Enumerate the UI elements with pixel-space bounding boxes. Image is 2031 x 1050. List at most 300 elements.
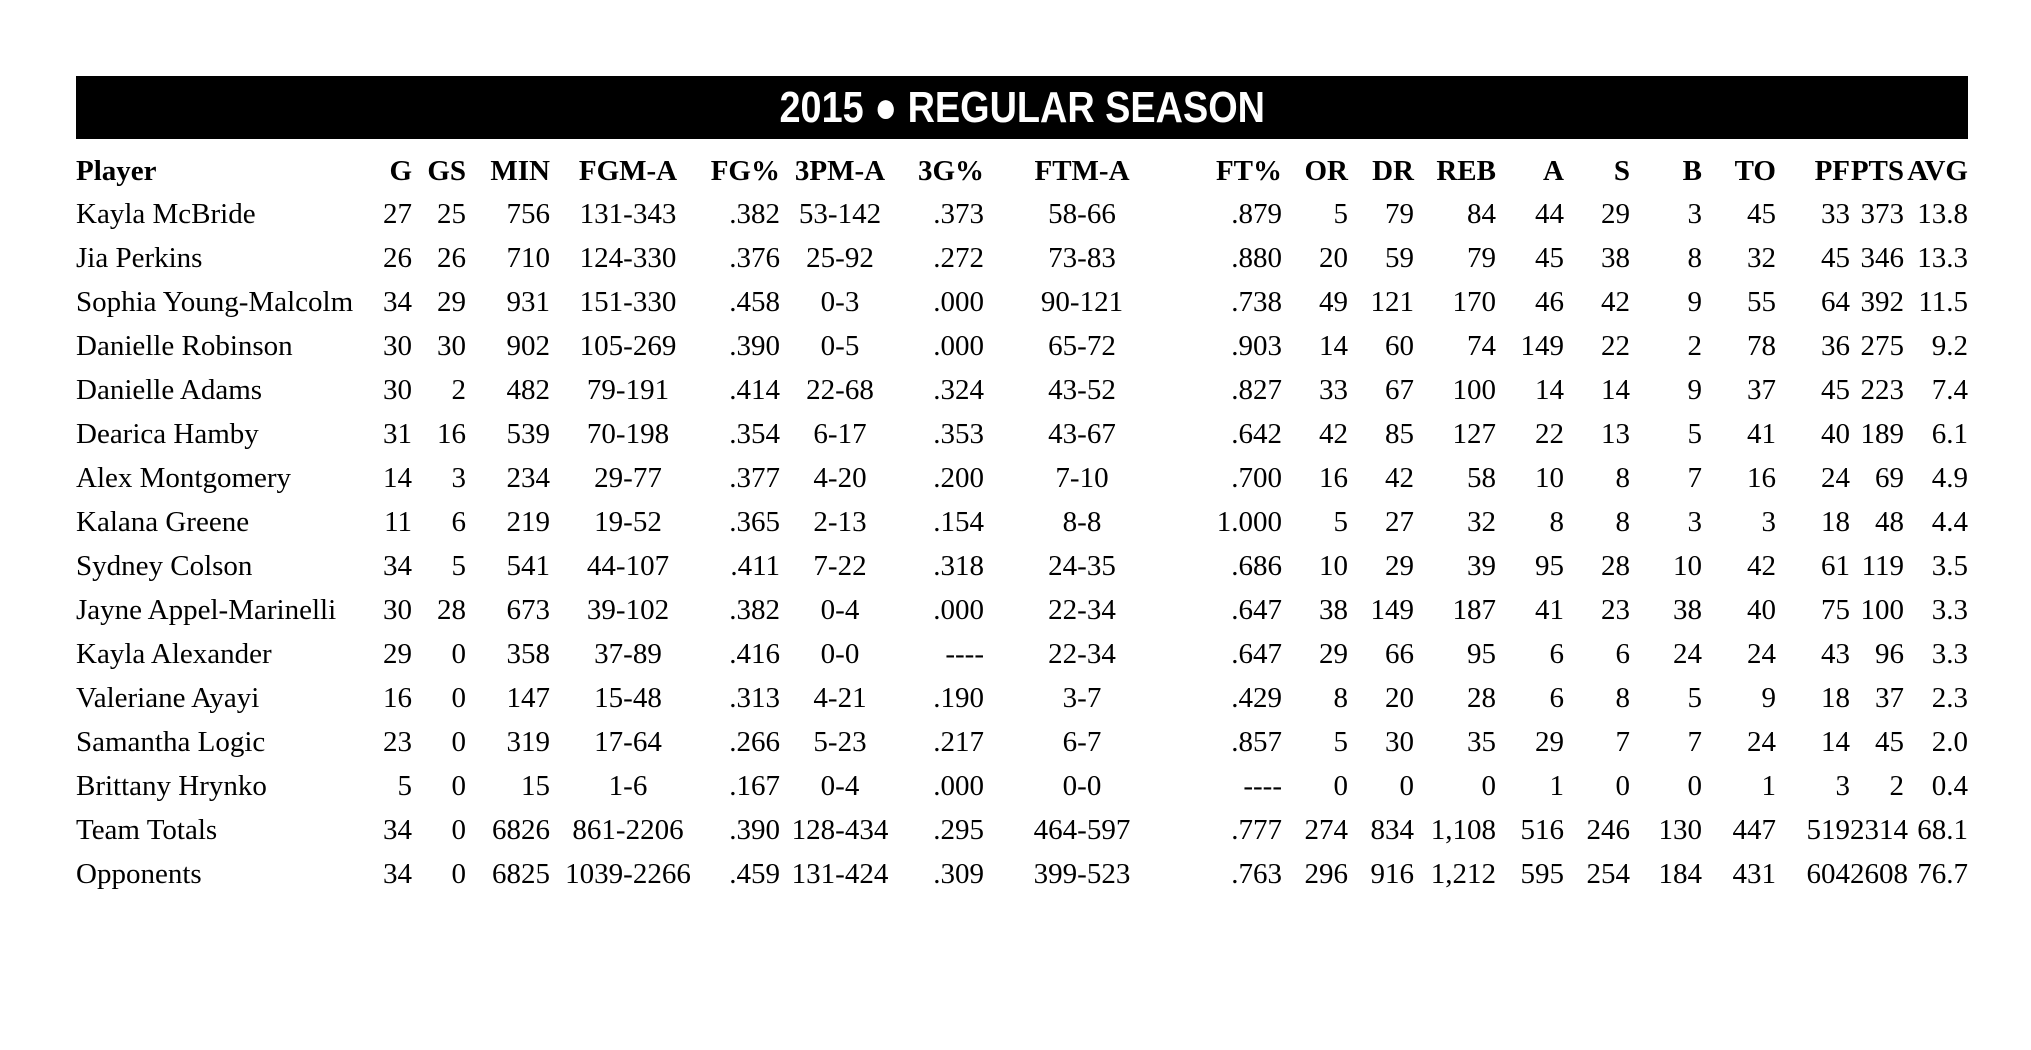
stat-cell-min: 358 [506,637,550,670]
stat-cell-reb: 58 [1467,461,1496,494]
stat-cell-to: 3 [1761,505,1776,538]
stat-cell-pts: 275 [1860,329,1904,362]
column-header-pts: PTS [1850,154,1904,187]
stat-cell-g: 11 [384,505,412,538]
stat-cell-fgm-a: 44-107 [586,549,670,582]
column-header-dr: DR [1372,154,1414,187]
stat-cell-or: 49 [1319,285,1348,318]
stat-cell-b: 24 [1673,637,1702,670]
stat-cell-b: 7 [1687,461,1702,494]
stat-cell-g: 14 [383,461,412,494]
stat-cell-or: 16 [1319,461,1348,494]
stat-cell-fg: .382 [729,197,780,230]
stat-cell-fg: .459 [729,857,780,890]
stat-cell-reb: 0 [1481,769,1496,802]
stat-cell-3pm-a: 0-3 [820,285,860,318]
stat-cell-pts: 45 [1875,725,1904,758]
stat-cell-gs: 16 [437,417,466,450]
stat-cell-avg: 3.3 [1931,637,1968,670]
stat-cell-pts: 96 [1875,637,1904,670]
stat-cell-pf: 36 [1821,329,1850,362]
stat-cell-g: 34 [383,813,412,846]
stat-cell-avg: 3.5 [1931,549,1968,582]
stat-cell-ftm-a: 7-10 [1055,461,1109,494]
player-name-cell: Danielle Robinson [76,329,293,362]
stat-cell-avg: 4.4 [1931,505,1968,538]
stat-cell-s: 8 [1615,461,1630,494]
stat-cell-fgm-a: 39-102 [586,593,670,626]
stats-table [76,150,1968,896]
stat-cell-pts: 346 [1860,241,1904,274]
stat-cell-fg: .365 [729,505,780,538]
stat-cell-b: 10 [1673,549,1702,582]
stat-cell-dr: 149 [1370,593,1414,626]
stat-cell-b: 2 [1687,329,1702,362]
stat-cell-or: 0 [1333,769,1348,802]
stat-cell-g: 30 [383,593,412,626]
stat-cell-a: 595 [1520,857,1564,890]
stat-cell-or: 10 [1319,549,1348,582]
stat-cell-3pm-a: 128-434 [791,813,889,846]
column-header-fg: FG% [710,154,780,187]
stat-cell-pf: 18 [1821,505,1850,538]
stat-cell-min: 541 [506,549,550,582]
stat-cell-avg: 76.7 [1917,857,1968,890]
stat-cell-a: 95 [1535,549,1564,582]
stat-cell-to: 55 [1747,285,1776,318]
stat-cell-fgm-a: 151-330 [579,285,677,318]
stat-cell-fgm-a: 15-48 [594,681,662,714]
stat-cell-a: 10 [1535,461,1564,494]
table-header-row [76,150,1968,192]
stat-cell-ft: .827 [1231,373,1282,406]
stat-cell-pts: 2 [1889,769,1904,802]
stat-cell-pts: 189 [1860,417,1904,450]
stat-cell-3g: .000 [933,769,984,802]
stat-cell-fgm-a: 79-191 [586,373,670,406]
stat-cell-fgm-a: 37-89 [594,637,662,670]
column-header-g: G [389,154,412,187]
stat-cell-b: 0 [1687,769,1702,802]
stat-cell-g: 23 [383,725,412,758]
stat-cell-3g: ---- [945,637,984,670]
stat-cell-avg: 6.1 [1931,417,1968,450]
stat-cell-or: 5 [1333,725,1348,758]
stat-cell-dr: 66 [1385,637,1414,670]
stat-cell-ft: .879 [1231,197,1282,230]
stat-cell-avg: 3.3 [1931,593,1968,626]
stat-cell-a: 516 [1520,813,1564,846]
stat-cell-ft: .880 [1231,241,1282,274]
stat-cell-gs: 30 [437,329,466,362]
stat-cell-avg: 13.8 [1917,197,1968,230]
table-row [76,852,1968,896]
stat-cell-or: 296 [1304,857,1348,890]
stat-cell-3pm-a: 6-17 [813,417,867,450]
stat-cell-ft: .738 [1231,285,1282,318]
stat-cell-gs: 6 [451,505,466,538]
stat-cell-min: 673 [506,593,550,626]
stat-cell-fgm-a: 131-343 [579,197,677,230]
stat-cell-pts: 2608 [1850,857,1908,890]
stat-cell-avg: 7.4 [1931,373,1968,406]
stat-cell-g: 34 [383,857,412,890]
stat-cell-avg: 13.3 [1917,241,1968,274]
stat-cell-s: 0 [1615,769,1630,802]
stat-cell-reb: 74 [1467,329,1496,362]
table-row [76,192,1968,236]
stat-cell-ft: 1.000 [1216,505,1282,538]
table-row [76,720,1968,764]
stat-cell-or: 5 [1333,197,1348,230]
stat-cell-fg: .382 [729,593,780,626]
stat-cell-or: 29 [1319,637,1348,670]
stat-cell-ft: .647 [1231,593,1282,626]
table-row [76,544,1968,588]
stat-cell-pts: 119 [1861,549,1904,582]
stat-cell-b: 5 [1687,681,1702,714]
stat-cell-or: 42 [1319,417,1348,450]
stat-cell-to: 40 [1747,593,1776,626]
stat-cell-or: 20 [1319,241,1348,274]
stat-cell-ftm-a: 399-523 [1033,857,1131,890]
stat-cell-a: 6 [1549,681,1564,714]
stat-cell-or: 8 [1333,681,1348,714]
player-name-cell: Alex Montgomery [76,461,292,494]
stat-cell-ftm-a: 464-597 [1033,813,1131,846]
stat-cell-ftm-a: 22-34 [1048,593,1116,626]
stat-cell-min: 902 [506,329,550,362]
player-name-cell: Valeriane Ayayi [76,681,260,714]
stat-cell-s: 6 [1615,637,1630,670]
stat-cell-3pm-a: 2-13 [813,505,867,538]
table-row [76,500,1968,544]
stat-cell-3pm-a: 131-424 [791,857,889,890]
section-title-banner [76,76,1968,139]
stat-cell-ftm-a: 22-34 [1048,637,1116,670]
stat-cell-pf: 45 [1821,241,1850,274]
stat-cell-3pm-a: 7-22 [813,549,867,582]
stat-cell-reb: 1,108 [1430,813,1496,846]
stat-cell-min: 219 [506,505,550,538]
stat-cell-avg: 2.3 [1931,681,1968,714]
stat-cell-min: 15 [521,769,550,802]
stat-cell-to: 431 [1732,857,1776,890]
stat-cell-ft: .903 [1231,329,1282,362]
stat-cell-dr: 85 [1385,417,1414,450]
column-header-player: Player [76,154,157,187]
stat-cell-pts: 100 [1860,593,1904,626]
stat-cell-s: 8 [1615,505,1630,538]
stat-cell-reb: 35 [1467,725,1496,758]
player-name-cell: Dearica Hamby [76,417,259,450]
stat-cell-dr: 60 [1385,329,1414,362]
table-row [76,280,1968,324]
player-name-cell: Jia Perkins [76,241,203,274]
stat-cell-3g: .000 [933,285,984,318]
player-name-cell: Jayne Appel-Marinelli [76,593,337,626]
stat-cell-gs: 0 [451,637,466,670]
stat-cell-fgm-a: 1-6 [608,769,648,802]
stat-cell-a: 1 [1549,769,1564,802]
stat-cell-avg: 68.1 [1917,813,1968,846]
player-name-cell: Kayla Alexander [76,637,272,670]
stat-cell-min: 710 [506,241,550,274]
stat-cell-to: 24 [1747,725,1776,758]
column-header-3g: 3G% [917,154,984,187]
stat-cell-fg: .416 [729,637,780,670]
stat-cell-pf: 75 [1821,593,1850,626]
stat-cell-min: 931 [506,285,550,318]
stat-cell-avg: 0.4 [1931,769,1968,802]
stat-cell-fg: .266 [729,725,780,758]
stat-cell-ftm-a: 43-67 [1048,417,1116,450]
stat-cell-s: 22 [1601,329,1630,362]
stat-cell-to: 37 [1747,373,1776,406]
stat-cell-reb: 32 [1467,505,1496,538]
stat-cell-to: 1 [1761,769,1776,802]
stat-cell-fgm-a: 17-64 [594,725,662,758]
column-header-min: MIN [490,154,550,187]
stat-cell-a: 44 [1535,197,1564,230]
stat-cell-min: 6825 [492,857,550,890]
stat-cell-a: 41 [1535,593,1564,626]
stat-cell-b: 130 [1658,813,1702,846]
stat-cell-b: 38 [1673,593,1702,626]
stat-cell-fg: .167 [729,769,780,802]
stat-cell-gs: 0 [451,725,466,758]
column-header-gs: GS [427,154,466,187]
stat-cell-fgm-a: 19-52 [594,505,662,538]
stat-cell-b: 184 [1658,857,1702,890]
column-header-or: OR [1304,154,1348,187]
stat-cell-or: 33 [1319,373,1348,406]
stat-cell-s: 14 [1601,373,1630,406]
stat-cell-dr: 67 [1385,373,1414,406]
player-name-cell: Samantha Logic [76,725,266,758]
stat-cell-3pm-a: 0-5 [820,329,860,362]
stat-cell-pf: 45 [1821,373,1850,406]
stat-cell-gs: 29 [437,285,466,318]
stat-cell-pf: 3 [1835,769,1850,802]
player-name-cell: Kayla McBride [76,197,256,230]
stat-cell-fgm-a: 861-2206 [572,813,684,846]
stat-cell-fg: .354 [729,417,780,450]
stat-cell-or: 38 [1319,593,1348,626]
stat-cell-pf: 64 [1821,285,1850,318]
stat-cell-dr: 30 [1385,725,1414,758]
stat-cell-a: 22 [1535,417,1564,450]
table-row [76,412,1968,456]
column-header-fgm-a: FGM-A [578,154,678,187]
stat-cell-reb: 28 [1467,681,1496,714]
stat-cell-pts: 223 [1860,373,1904,406]
stat-cell-b: 3 [1687,505,1702,538]
stat-cell-3pm-a: 53-142 [798,197,882,230]
player-name-cell: Danielle Adams [76,373,263,406]
stat-cell-b: 5 [1687,417,1702,450]
stat-cell-dr: 834 [1370,813,1414,846]
stat-cell-fg: .411 [730,549,780,582]
stat-cell-3g: .190 [933,681,984,714]
stat-cell-pts: 48 [1875,505,1904,538]
stat-cell-reb: 39 [1467,549,1496,582]
stat-cell-pts: 392 [1860,285,1904,318]
table-row [76,676,1968,720]
stat-cell-reb: 187 [1452,593,1496,626]
stat-cell-s: 13 [1601,417,1630,450]
stat-cell-b: 7 [1687,725,1702,758]
stat-cell-s: 42 [1601,285,1630,318]
stat-cell-s: 38 [1601,241,1630,274]
stat-cell-s: 23 [1601,593,1630,626]
stat-cell-ft: .429 [1231,681,1282,714]
stat-cell-ft: .647 [1231,637,1282,670]
stat-cell-reb: 95 [1467,637,1496,670]
stat-cell-fgm-a: 70-198 [586,417,670,450]
stat-cell-dr: 29 [1385,549,1414,582]
stat-cell-reb: 79 [1467,241,1496,274]
stat-cell-dr: 79 [1385,197,1414,230]
stat-cell-fg: .390 [729,329,780,362]
column-header-3pm-a: 3PM-A [794,154,886,187]
column-header-to: TO [1734,154,1776,187]
stat-cell-a: 46 [1535,285,1564,318]
stat-cell-ft: ---- [1243,769,1282,802]
stat-cell-g: 5 [397,769,412,802]
table-row [76,588,1968,632]
stat-cell-fg: .377 [729,461,780,494]
stat-cell-reb: 1,212 [1430,857,1496,890]
stat-cell-min: 756 [506,197,550,230]
stat-cell-gs: 0 [451,813,466,846]
stat-cell-or: 14 [1319,329,1348,362]
stat-cell-ftm-a: 65-72 [1048,329,1116,362]
stat-cell-ftm-a: 73-83 [1048,241,1116,274]
stat-cell-g: 16 [383,681,412,714]
stat-cell-avg: 4.9 [1931,461,1968,494]
stat-cell-3g: .217 [933,725,984,758]
section-title: 2015 ● REGULAR SEASON [779,82,1265,132]
stat-cell-pf: 43 [1821,637,1850,670]
stat-cell-3pm-a: 4-21 [813,681,867,714]
table-row [76,456,1968,500]
stat-cell-reb: 100 [1452,373,1496,406]
stat-cell-fgm-a: 1039-2266 [565,857,691,890]
stat-cell-to: 45 [1747,197,1776,230]
player-name-cell: Brittany Hrynko [76,769,267,802]
column-header-avg: AVG [1907,154,1968,187]
stat-cell-fg: .414 [729,373,780,406]
stat-cell-g: 27 [383,197,412,230]
stat-cell-dr: 916 [1370,857,1414,890]
stat-cell-s: 8 [1615,681,1630,714]
stat-cell-dr: 0 [1399,769,1414,802]
column-header-s: S [1613,154,1630,187]
stat-cell-3pm-a: 0-0 [820,637,860,670]
stat-cell-g: 26 [383,241,412,274]
stat-cell-avg: 11.5 [1918,285,1968,318]
stat-cell-to: 9 [1761,681,1776,714]
stat-cell-3pm-a: 5-23 [813,725,867,758]
table-row [76,324,1968,368]
stat-cell-a: 149 [1520,329,1564,362]
table-row [76,764,1968,808]
stat-cell-pf: 24 [1821,461,1850,494]
stat-cell-s: 29 [1601,197,1630,230]
column-header-ft: FT% [1215,154,1282,187]
stat-cell-to: 42 [1747,549,1776,582]
stat-cell-to: 78 [1747,329,1776,362]
stat-cell-ftm-a: 43-52 [1048,373,1116,406]
stat-cell-3pm-a: 25-92 [806,241,874,274]
stat-cell-pf: 14 [1821,725,1850,758]
stat-cell-3g: .000 [933,329,984,362]
stat-cell-ft: .777 [1231,813,1282,846]
stat-cell-avg: 9.2 [1931,329,1968,362]
stat-cell-gs: 0 [451,769,466,802]
stat-cell-a: 45 [1535,241,1564,274]
stat-cell-pts: 37 [1875,681,1904,714]
stat-cell-3g: .000 [933,593,984,626]
stat-cell-fg: .390 [729,813,780,846]
stat-cell-s: 254 [1586,857,1630,890]
stat-cell-gs: 2 [451,373,466,406]
stat-cell-ftm-a: 3-7 [1062,681,1102,714]
stat-cell-gs: 25 [437,197,466,230]
stat-cell-or: 5 [1333,505,1348,538]
stat-cell-reb: 84 [1467,197,1496,230]
stat-cell-a: 14 [1535,373,1564,406]
stat-cell-3g: .373 [933,197,984,230]
stat-cell-pf: 33 [1821,197,1850,230]
stat-cell-s: 246 [1586,813,1630,846]
stat-cell-pf: 40 [1821,417,1850,450]
stat-cell-gs: 0 [451,857,466,890]
column-header-ftm-a: FTM-A [1034,154,1130,187]
stat-cell-pts: 69 [1875,461,1904,494]
stat-cell-a: 29 [1535,725,1564,758]
column-header-reb: REB [1436,154,1496,187]
stat-cell-3g: .309 [933,857,984,890]
player-name-cell: Kalana Greene [76,505,250,538]
stat-cell-to: 41 [1747,417,1776,450]
stat-cell-min: 6826 [492,813,550,846]
stat-cell-s: 28 [1601,549,1630,582]
stat-cell-fgm-a: 124-330 [579,241,677,274]
stat-cell-a: 6 [1549,637,1564,670]
stat-cell-dr: 121 [1370,285,1414,318]
stat-cell-3g: .200 [933,461,984,494]
stat-cell-b: 3 [1687,197,1702,230]
stat-cell-min: 539 [506,417,550,450]
stat-cell-ftm-a: 58-66 [1048,197,1116,230]
stat-cell-pf: 18 [1821,681,1850,714]
stat-cell-s: 7 [1615,725,1630,758]
stat-cell-fgm-a: 29-77 [594,461,662,494]
stat-cell-3g: .353 [933,417,984,450]
stat-cell-min: 482 [506,373,550,406]
player-name-cell: Opponents [76,857,202,890]
table-row [76,808,1968,852]
stat-cell-pts: 2314 [1850,813,1908,846]
stat-cell-3g: .318 [933,549,984,582]
stat-cell-3pm-a: 0-4 [820,593,860,626]
stat-cell-gs: 26 [437,241,466,274]
stat-cell-to: 24 [1747,637,1776,670]
stat-cell-gs: 28 [437,593,466,626]
stat-cell-to: 32 [1747,241,1776,274]
